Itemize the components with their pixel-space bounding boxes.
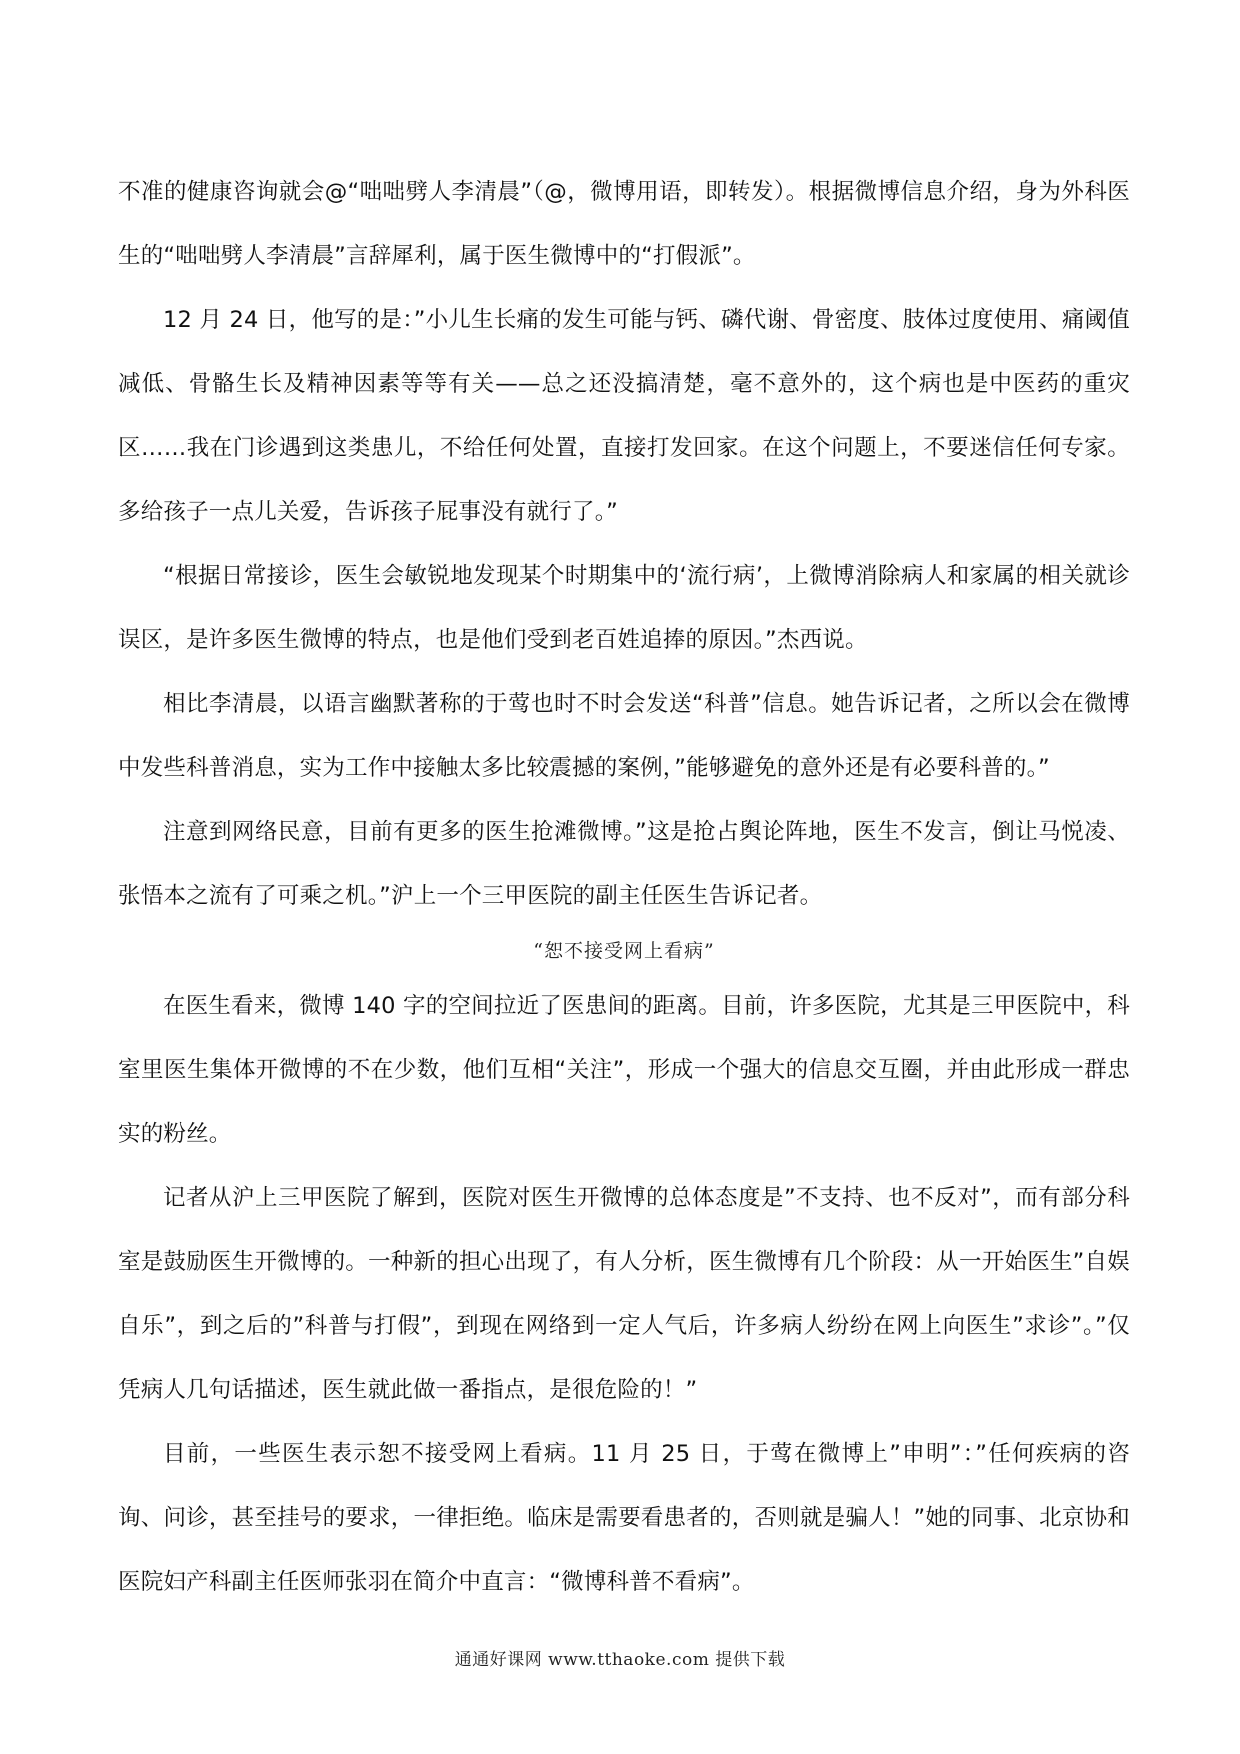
paragraph-6: 在医生看来，微博 140 字的空间拉近了医患间的距离。目前，许多医院，尤其是三甲医院中，科室里医生集体开微博的不在少数，他们互相“关注”，形成一个强大的信息交互圈，并由此形成一群忠实的粉丝。 (118, 993, 1130, 1147)
paragraph-1: 不准的健康咨询就会@“咄咄劈人李清晨”（@，微博用语，即转发）。根据微博信息介绍，身为外科医生的“咄咄劈人李清晨”言辞犀利，属于医生微博中的“打假派”。 (118, 179, 1130, 269)
paragraph-4: 相比李清晨，以语言幽默著称的于莺也时不时会发送“科普”信息。她告诉记者，之所以会在微博中发些科普消息，实为工作中接触太多比较震撼的案例，”能够避免的意外还是有必要科普的。” (118, 691, 1130, 781)
section-subheading: “恕不接受网上看病” (533, 940, 715, 962)
document-body (118, 160, 1130, 1614)
paragraph-7: 记者从沪上三甲医院了解到，医院对医生开微博的总体态度是”不支持、也不反对”，而有部分科室是鼓励医生开微博的。一种新的担心出现了，有人分析，医生微博有几个阶段：从一开始医生”自娱自乐”，到之后的”科普与打假”，到现在网络到一定人气后，许多病人纷纷在网上向医生”求诊”。”仅凭病人几句话描述，医生就此做一番指点，是很危险的！” (118, 1185, 1130, 1403)
paragraph-8: 目前，一些医生表示恕不接受网上看病。11 月 25 日，于莺在微博上”申明”：”任何疾病的咨询、问诊，甚至挂号的要求，一律拒绝。临床是需要看患者的，否则就是骗人！”她的同事、北京协和医院妇产科副主任医师张羽在简介中直言：“微博科普不看病”。 (118, 1441, 1130, 1595)
paragraph-5: 注意到网络民意，目前有更多的医生抢滩微博。”这是抢占舆论阵地，医生不发言，倒让马悦凌、张悟本之流有了可乘之机。”沪上一个三甲医院的副主任医生告诉记者。 (118, 819, 1130, 909)
page-footer: 通通好课网 www.tthaoke.com 提供下载 (454, 1650, 786, 1670)
paragraph-3: “根据日常接诊，医生会敏锐地发现某个时期集中的‘流行病’，上微博消除病人和家属的相关就诊误区，是许多医生微博的特点，也是他们受到老百姓追捧的原因。”杰西说。 (118, 563, 1130, 653)
paragraph-2: 12 月 24 日，他写的是：”小儿生长痛的发生可能与钙、磷代谢、骨密度、肢体过度使用、痛阈值减低、骨骼生长及精神因素等等有关——总之还没搞清楚，毫不意外的，这个病也是中医药的重灾区……我在门诊遇到这类患儿，不给任何处置，直接打发回家。在这个问题上，不要迷信任何专家。多给孩子一点儿关爱，告诉孩子屁事没有就行了。” (118, 307, 1130, 525)
